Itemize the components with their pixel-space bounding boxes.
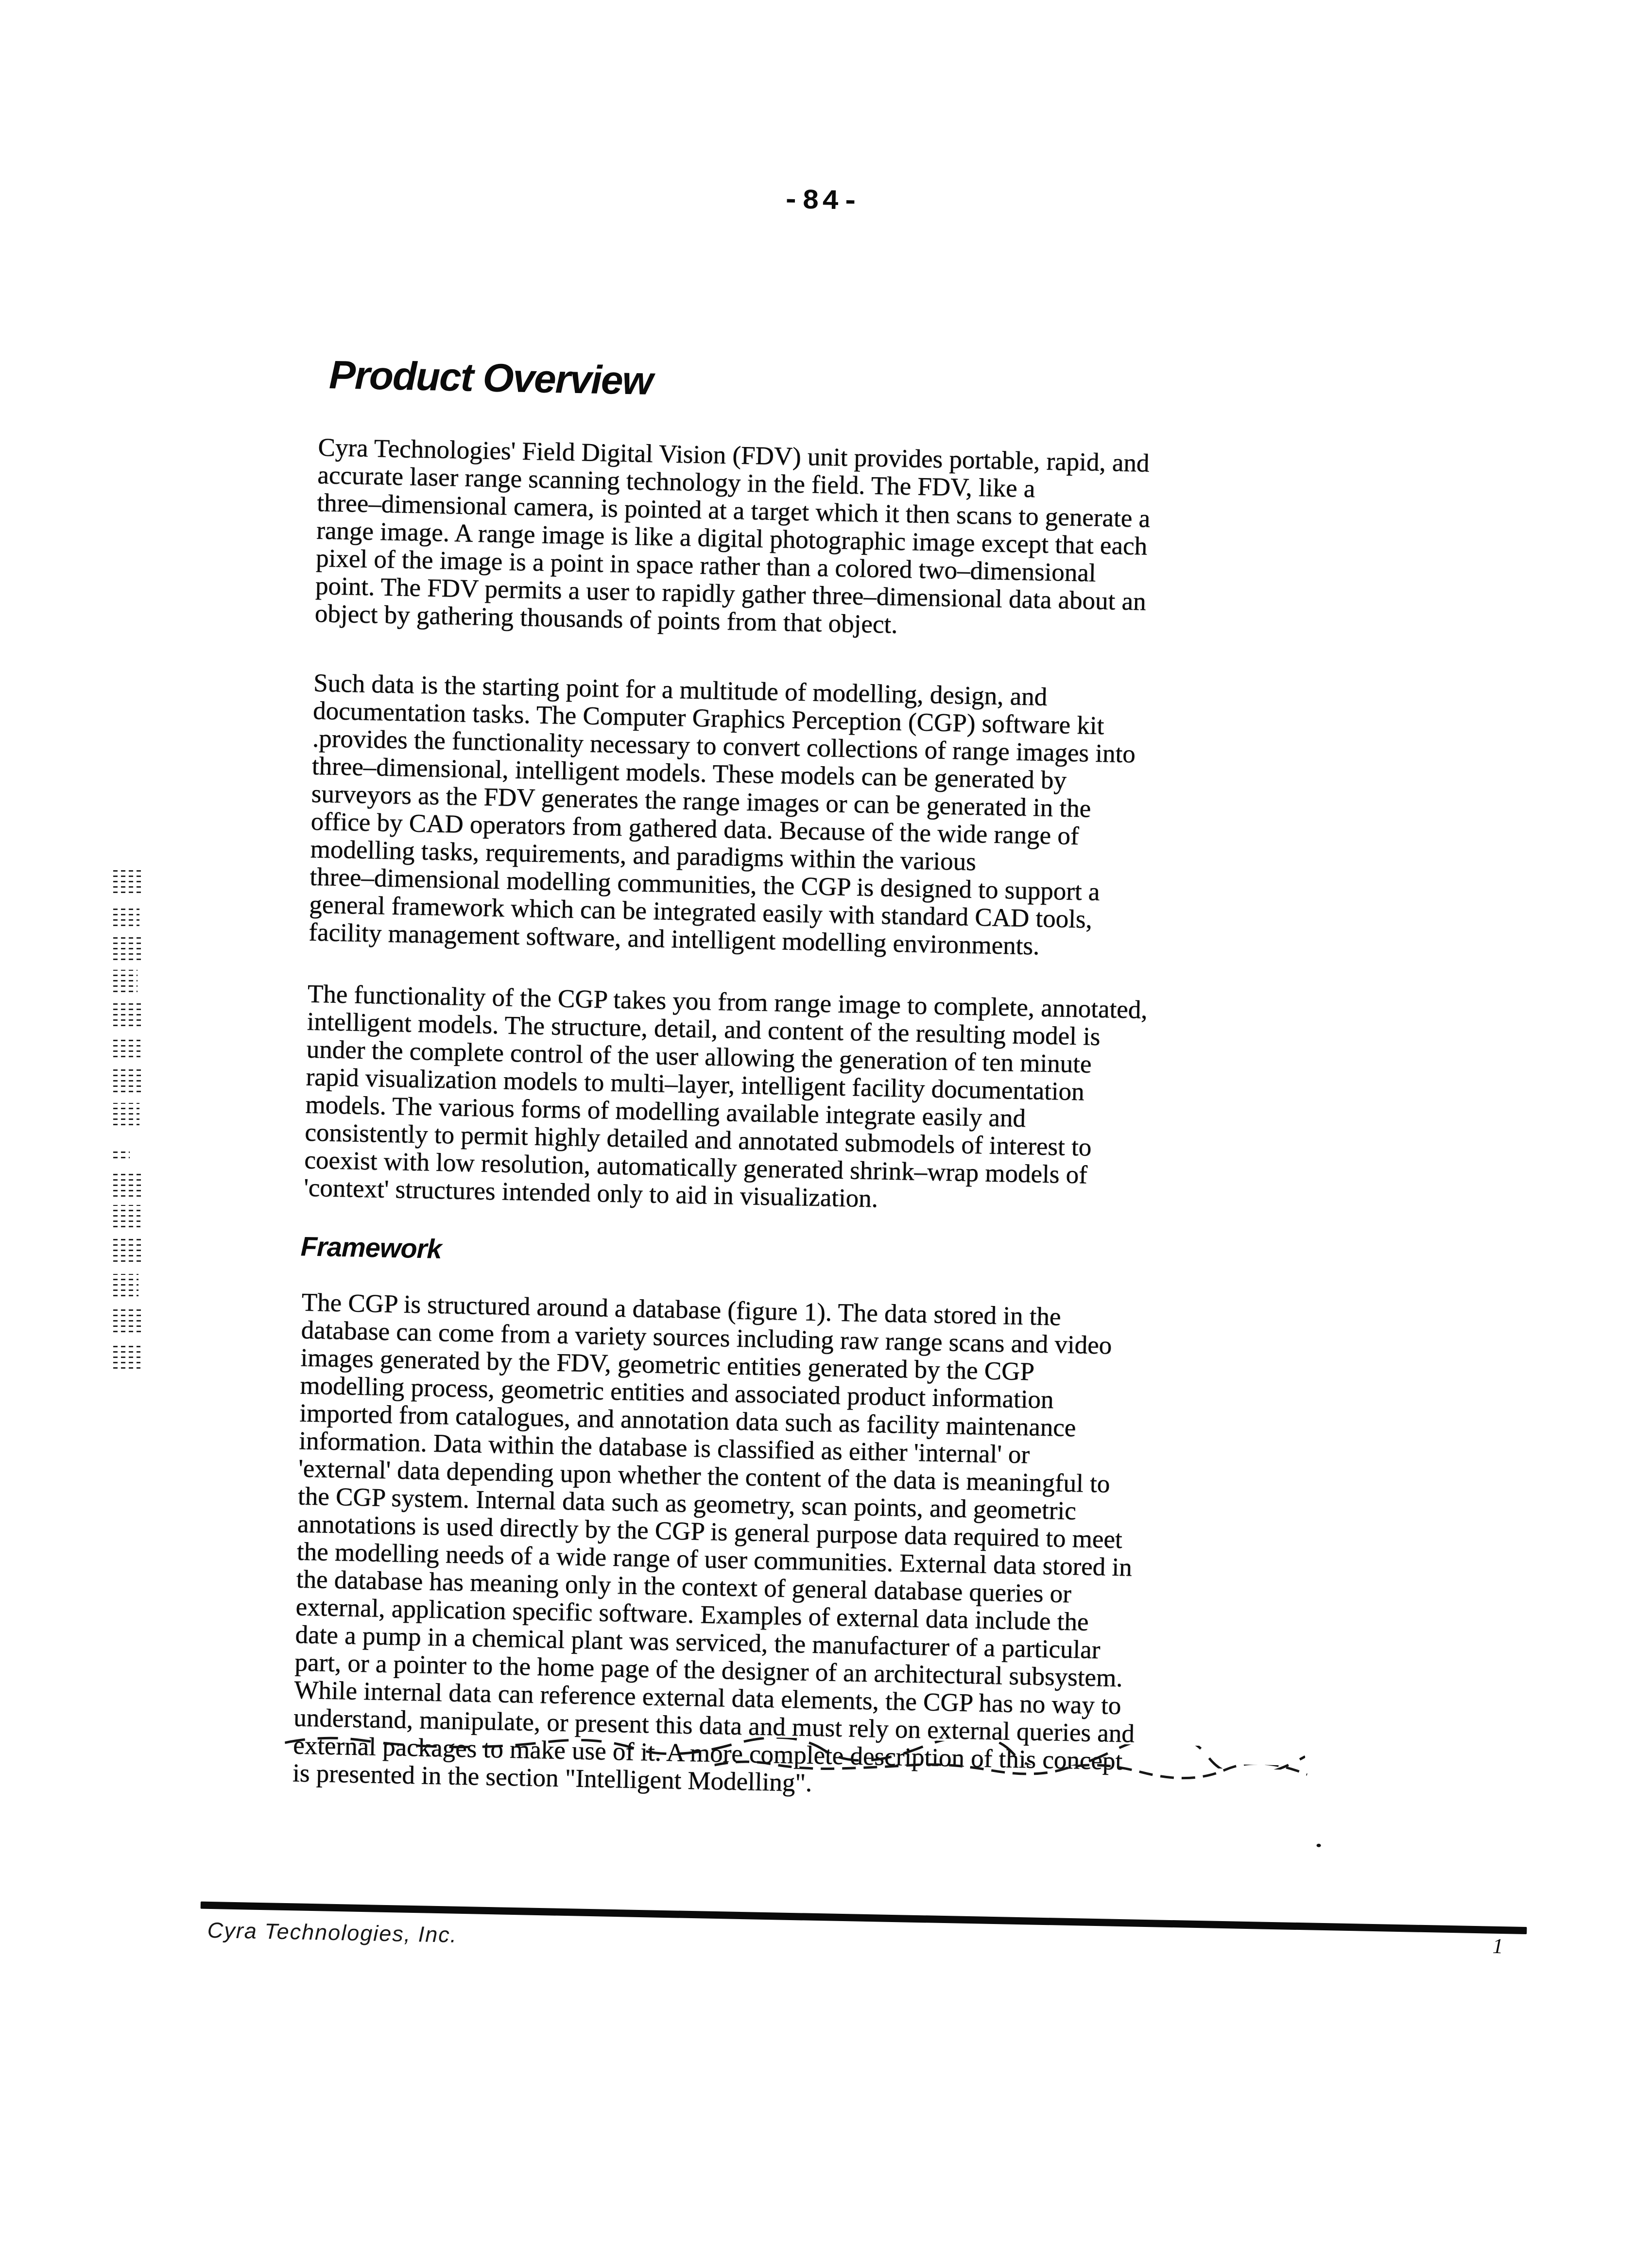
scan-artifact (113, 1344, 140, 1369)
scan-artifact (113, 1069, 141, 1092)
footer-page-number: 1 (1492, 1934, 1504, 1959)
header-page-number: -84- (782, 185, 862, 219)
scan-artifact (113, 1205, 140, 1227)
scan-artifact (113, 870, 142, 893)
scan-artifact (113, 1309, 141, 1332)
scan-dot-artifact (1317, 1844, 1321, 1847)
paragraph-3: The functionality of the CGP takes you from range image to complete, annotated, intelligent models. The structure, detail, and content of the resulting model is under the complete control of the user allowing the generation of ten minute rapid visualization models to multi–layer, intelligent facility documentation models. The various forms of modelling available integrate easily and consistently to permit highly detailed and annotated submodels of interest to coexist with low resolution, automatically generated shrink–wrap models of 'context' structures intended only to aid in visualization. (303, 979, 1148, 1213)
scan-artifact (113, 1238, 142, 1262)
footer-company: Cyra Technologies, Inc. (207, 1917, 458, 1947)
scan-artifact (113, 905, 139, 926)
paragraph-1: Cyra Technologies' Field Digital Vision (FDV) unit provides portable, rapid, and accurate laser range scanning technology in the field. The FDV, like a three–dimensional camera, is pointed at a target which it then scans to generate a range image. A range image is like a digital photographic image except that each pixel of the image is a point in space rather than a colored two–dimensional point. The FDV permits a user to rapidly gather three–dimensional data about an object by gathering thousands of points from that object. (314, 433, 1151, 639)
scan-artifact (113, 1036, 140, 1057)
paragraph-2: Such data is the starting point for a multitude of modelling, design, and documentation tasks. The Computer Graphics Perception (CGP) software kit .provides the functionality necessary to convert collections of range images into three–dimensional, intelligent models. These models can be generated by surveyors as the FDV generates the range images or can be generated in the office by CAD operators from gathered data. Because of the wide range of modelling tasks, requirements, and paradigms within the various three–dimensional modelling communities, the CGP is designed to support a general framework which can be integrated easily with standard CAD tools, facility management software, and intelligent modelling environments. (308, 669, 1136, 961)
scan-artifact (113, 1274, 138, 1296)
scan-artifact (113, 937, 141, 960)
paragraph-4: The CGP is structured around a database (figure 1). The data stored in the database can come from a variety sources including raw range scans and video images generated by the FDV, geometric entities generated by the CGP modelling process, geometric entities and associated product information imported from catalogues, and annotation data such as facility maintenance information. Data within the database is classified as either 'internal' or 'external' data depending upon whether the content of the data is meaningful to the CGP system. Internal data such as geometry, scan points, and geometric annotations is used directly by the CGP is general purpose data required to meet the modelling needs of a wide range of user communities. External data stored in the database has meaning only in the context of general database queries or external, application specific software. Examples of external data include the date a pump in a chemical plant was serviced, the manufacturer of a particular part, or a pointer to the home page of the designer of an architectural subsystem. While internal data can reference external data elements, the CGP has no way to understand, manipulate, or present this data and must rely on external queries and external packages to make use of it. A more complete description of this concept is presented in the section "Intelligent Modelling". (292, 1288, 1135, 1797)
scan-artifact (113, 1003, 142, 1026)
scan-artifact (113, 1173, 141, 1197)
section-heading-framework: Framework (300, 1231, 442, 1264)
scan-artifact (113, 970, 138, 992)
scan-artifact (113, 1148, 130, 1158)
document-title: Product Overview (328, 353, 653, 403)
scan-artifact (113, 1103, 139, 1125)
